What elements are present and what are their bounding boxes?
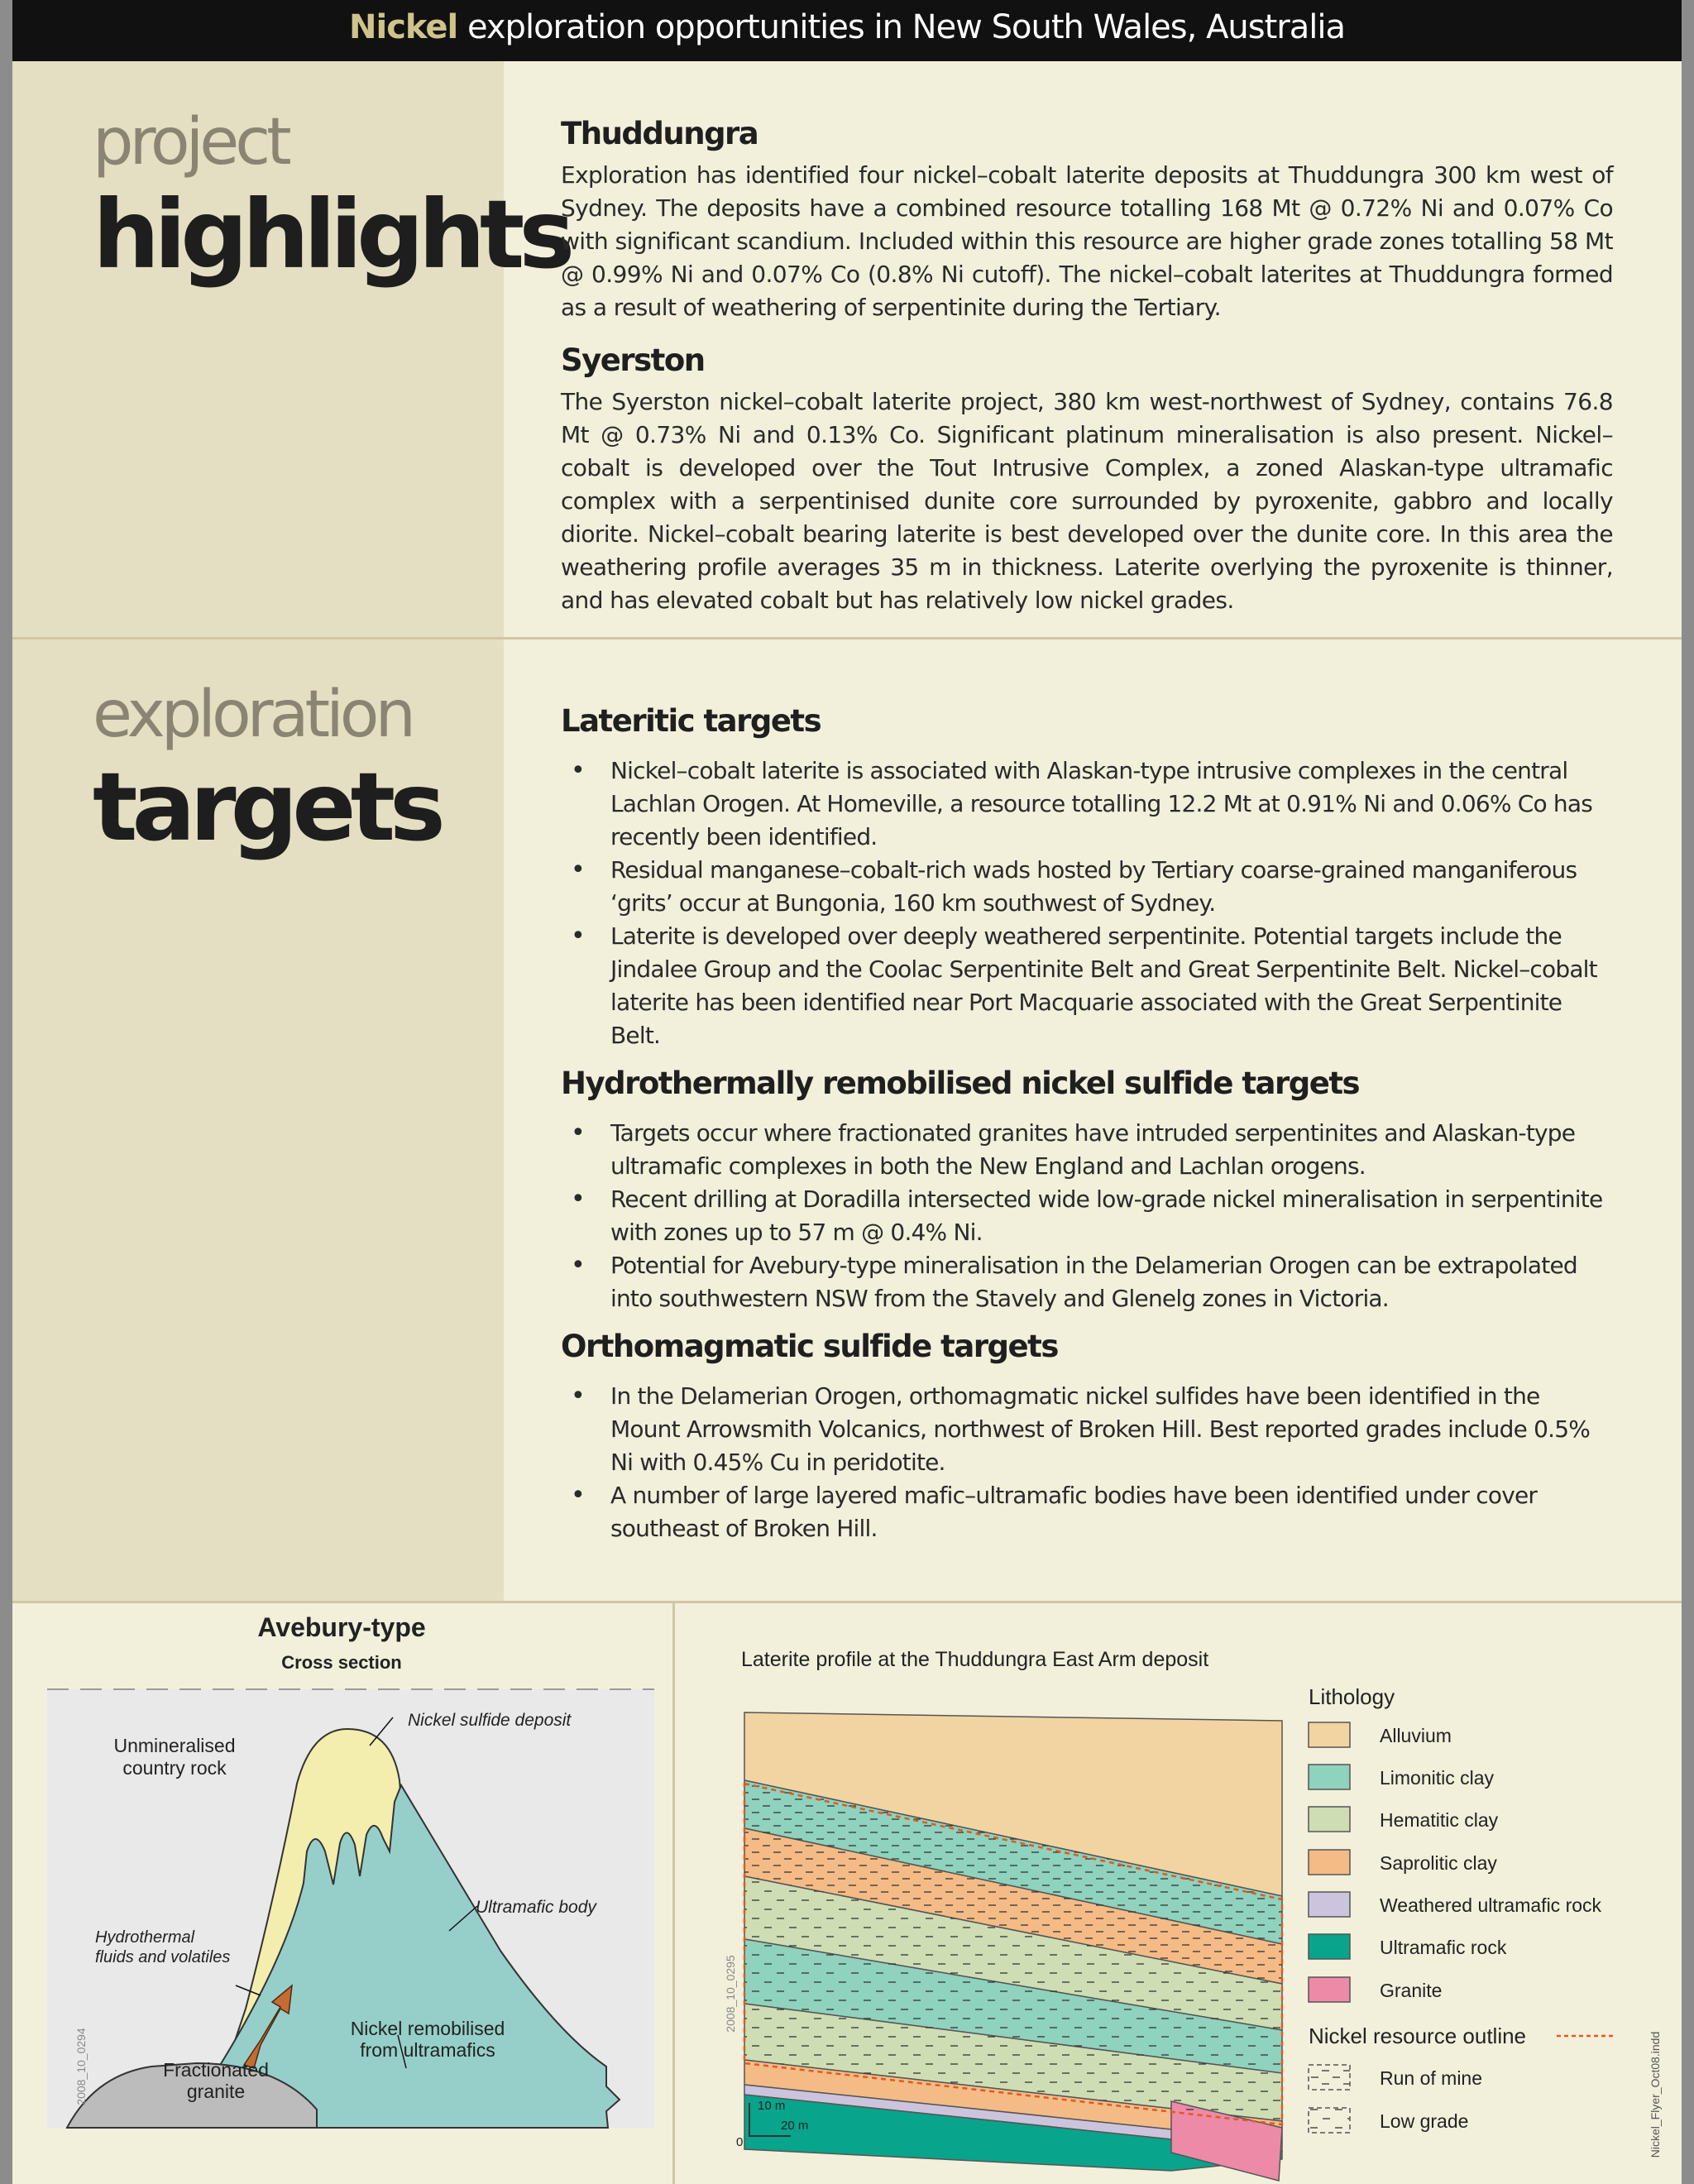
header-title: exploration opportunities in New South Wales, Australia: [457, 8, 1345, 46]
target-heading: Orthomagmatic sulfide targets: [561, 1329, 1058, 1364]
legend-swatch: [1309, 1934, 1350, 1959]
page-header: [12, 0, 1682, 61]
highlight-text: Exploration has identified four nickel–cobalt laterite deposits at Thuddungra 300 km west of Sydney. The deposits have a combined resource totalling 168 Mt @ 0.72% Ni and 0.07% Co with significant scandium. Included within this resource are higher grade zones totalling 58 Mt @ 0.99% Ni and 0.07% Co (0.8% Ni cutoff). The nickel–cobalt laterites at Thuddungra formed as a result of weathering of serpentinite during the Tertiary.: [561, 161, 1613, 321]
highlight-heading: Thuddungra: [561, 116, 758, 151]
figure-code: 2008_10_0294: [74, 2028, 88, 2105]
avebury-diagram: [12, 1603, 672, 2184]
list-item: • Recent drilling at Doradilla intersected wide low-grade nickel mineralisation in serpentinite with zones up to 57 m @ 0.4% Ni.: [561, 1183, 1613, 1249]
label-remobilised: from ultramafics: [360, 2039, 495, 2061]
highlights-title-bold: highlights: [93, 180, 570, 290]
label-fluids: Hydrothermal: [95, 1928, 195, 1947]
scale-origin: 0: [736, 2135, 744, 2149]
legend-swatch: [1309, 1722, 1350, 1747]
figure-code: 2008_10_0295: [724, 1955, 737, 2033]
target-heading: Hydrothermally remobilised nickel sulfide targets: [561, 1066, 1360, 1101]
label-ultramafic: Ultramafic body: [476, 1898, 596, 1917]
resource-title: Nickel resource outline: [1309, 2024, 1527, 2048]
legend-swatch: [1309, 1892, 1350, 1917]
target-list: [561, 754, 1613, 1052]
highlights-title-light: project: [93, 105, 288, 180]
page: [12, 0, 1682, 2184]
scale-vertical: 10 m: [758, 2099, 786, 2113]
laterite-title: Laterite profile at the Thuddungra East Arm deposit: [741, 1648, 1209, 1671]
label-sulfide: Nickel sulfide deposit: [408, 1711, 572, 1730]
list-item: • Laterite is developed over deeply weathered serpentinite. Potential targets include the Jindalee Group and the Coolac Serpentinite Belt and Great Serpentinite Belt. Nickel–cobalt laterite has been identified near Port Macquarie associated with the Great Serpentinite Belt.: [561, 920, 1613, 1052]
legend-swatch: [1309, 1807, 1350, 1832]
legend-label: Saprolitic clay: [1380, 1852, 1497, 1874]
footer-code: Nickel_Flyer_Oct08.indd: [1649, 2031, 1662, 2158]
list-item: • Potential for Avebury-type mineralisation in the Delamerian Orogen can be extrapolated into southwestern NSW from the Stavely and Glenelg zones in Victoria.: [561, 1249, 1613, 1315]
list-item: • Targets occur where fractionated granites have intruded serpentinites and Alaskan-type ultramafic complexes in both the New England and Lachlan orogens.: [561, 1117, 1613, 1183]
legend-swatch: [1309, 2108, 1350, 2133]
legend: [1309, 1684, 1616, 2133]
highlight-text: The Syerston nickel–cobalt laterite project, 380 km west-northwest of Sydney, contains 76.8 Mt @ 0.73% Ni and 0.13% Co. Significant platinum mineralisation is also present. Nickel–cobalt is developed over the Tout Intrusive Complex, a zoned Alaskan-type ultramafic complex with a serpentinised dunite core surrounded by pyroxenite, gabbro and locally diorite. Nickel–cobalt bearing laterite is best developed over the dunite core. In this area the weathering profile averages 35 m in thickness. Laterite overlying the pyroxenite is thinner, and has elevated cobalt but has relatively low nickel grades.: [561, 388, 1613, 614]
list-item: • A number of large layered mafic–ultramafic bodies have been identified under cover southeast of Broken Hill.: [561, 1479, 1613, 1545]
legend-title: Lithology: [1309, 1684, 1395, 1709]
legend-swatch: [1309, 1850, 1350, 1875]
target-heading: Lateritic targets: [561, 703, 821, 739]
avebury-title: Avebury-type: [257, 1612, 426, 1642]
list-item: • Residual manganese–cobalt-rich wads hosted by Tertiary coarse-grained manganiferous ‘grits’ occur at Bungonia, 160 km southwest of Sydney.: [561, 854, 1613, 920]
legend-label: Weathered ultramafic rock: [1380, 1894, 1602, 1916]
label-country-rock: Unmineralised: [113, 1735, 236, 1756]
scale-horizontal: 20 m: [781, 2119, 809, 2133]
targets-title-bold: targets: [93, 752, 440, 862]
legend-label: Limonitic clay: [1380, 1767, 1495, 1789]
list-item: • In the Delamerian Orogen, orthomagmatic nickel sulfides have been identified in the Mount Arrowsmith Volcanics, northwest of Broken Hill. Best reported grades include 0.5% Ni with 0.45% Cu in peridotite.: [561, 1380, 1613, 1479]
header-accent: Nickel: [349, 8, 458, 46]
avebury-subtitle: Cross section: [281, 1652, 402, 1673]
list-item: • Nickel–cobalt laterite is associated with Alaskan-type intrusive complexes in the central Lachlan Orogen. At Homeville, a resource totalling 12.2 Mt at 0.91% Ni and 0.06% Co has recently been identified.: [561, 754, 1613, 854]
legend-swatch: [1309, 2065, 1350, 2090]
label-remobilised: Nickel remobilised: [350, 2018, 505, 2039]
legend-label: Ultramafic rock: [1380, 1937, 1507, 1958]
target-list: [561, 1380, 1613, 1545]
legend-swatch: [1309, 1977, 1350, 2002]
label-granite: granite: [186, 2081, 246, 2102]
targets-title-light: exploration: [93, 678, 412, 752]
highlight-heading: Syerston: [561, 342, 705, 378]
legend-label: Hematitic clay: [1380, 1809, 1499, 1831]
legend-label: Alluvium: [1380, 1725, 1452, 1746]
laterite-diagram: [675, 1603, 1682, 2184]
legend-label: Low grade: [1380, 2110, 1469, 2132]
label-fluids: fluids and volatiles: [95, 1948, 231, 1966]
legend-label: Run of mine: [1380, 2067, 1483, 2089]
label-country-rock: country rock: [122, 1757, 227, 1779]
highlights-content: [561, 116, 1613, 617]
target-list: [561, 1117, 1613, 1315]
legend-swatch: [1309, 1765, 1350, 1789]
label-granite: Fractionated: [163, 2059, 269, 2081]
legend-label: Granite: [1380, 1980, 1443, 2001]
targets-content: [561, 703, 1613, 1545]
